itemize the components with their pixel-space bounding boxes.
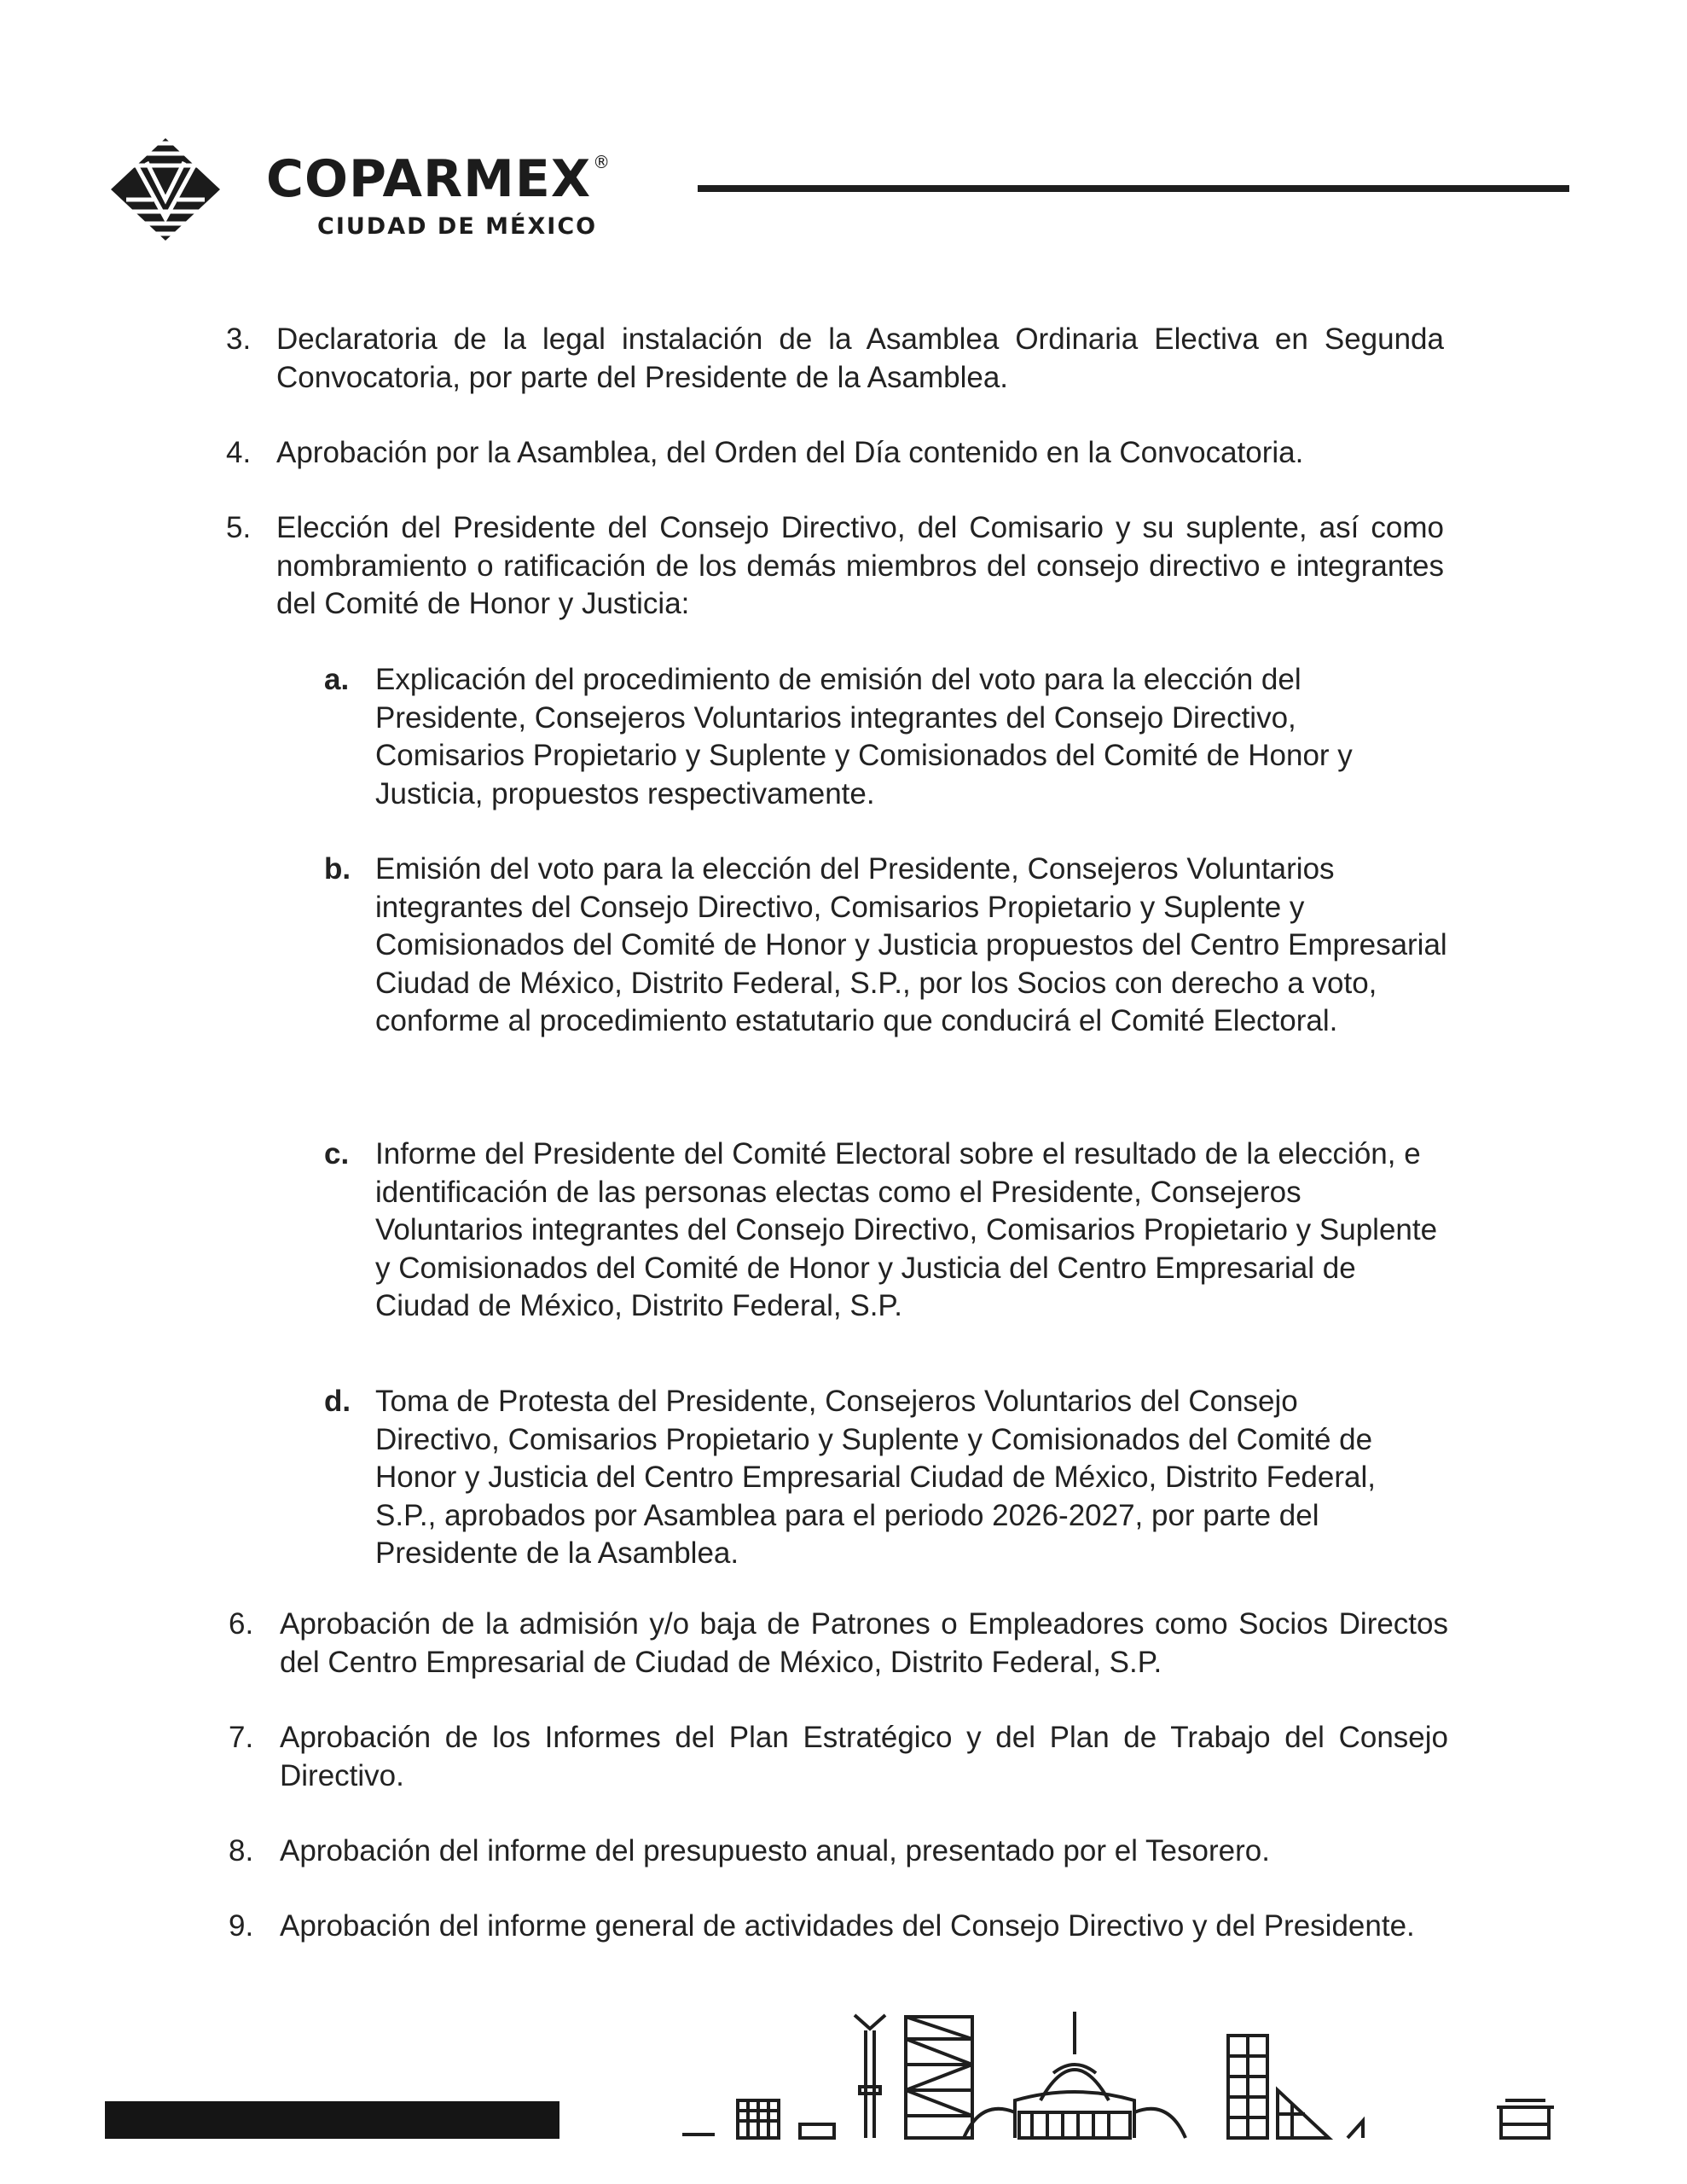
sub-item-letter: c. <box>324 1137 350 1170</box>
brand-name: COPARMEX ® <box>266 149 612 209</box>
sub-item-letter: d. <box>324 1385 351 1418</box>
coparmex-logo-icon <box>109 136 222 242</box>
brand-subtitle: CIUDAD DE MÉXICO <box>317 213 598 240</box>
item-number: 3. <box>226 322 252 356</box>
sub-item-text: Informe del Presidente del Comité Electoral sobre el resultado de la elección, e identificación de las personas electas como el Presidente, Consejeros Voluntarios integrantes del Consejo Directivo, Comisarios Propietario y Suplente y Comisionados del Comité de Honor y Justicia del Centro Empresarial de Ciudad de México, Distrito Federal, S.P. <box>375 1137 1438 1322</box>
item-text: Aprobación de la admisión y/o baja de Patrones o Empleadores como Socios Directos del Centro Empresarial de Ciudad de México, Distrito Federal, S.P. <box>280 1607 1448 1679</box>
item-number: 6. <box>229 1607 254 1641</box>
item-number: 9. <box>229 1909 254 1943</box>
item-text: Declaratoria de la legal instalación de la Asamblea Ordinaria Electiva en Segunda Convocatoria, por parte del Presidente de la Asamblea. <box>276 322 1444 394</box>
item-number: 8. <box>229 1834 254 1867</box>
sub-item-text: Toma de Protesta del Presidente, Consejeros Voluntarios del Consejo Directivo, Comisarios Propietario y Suplente y Comisionados del Comité de Honor y Justicia del Centro Empresarial Ciudad de México, Distrito Federal, S.P., aprobados por Asamblea para el periodo 2026-2027, por parte del Presidente de la Asamblea. <box>375 1385 1376 1570</box>
sub-item-text: Emisión del voto para la elección del Presidente, Consejeros Voluntarios integrantes del Consejo Directivo, Comisarios Propietario y Suplente y Comisionados del Comité de Honor y Justicia propuestos del Centro Empresarial Ciudad de México, Distrito Federal, S.P., por los Socios con derecho a voto, conforme al procedimiento estatutario que conducirá el Comité Electoral. <box>375 852 1447 1037</box>
city-skyline-icon <box>674 2005 1569 2146</box>
item-number: 4. <box>226 436 252 469</box>
footer-bar <box>105 2101 559 2139</box>
sub-item-letter: a. <box>324 663 350 696</box>
sub-item-letter: b. <box>324 852 351 886</box>
item-text: Aprobación del informe general de actividades del Consejo Directivo y del Presidente. <box>280 1909 1415 1943</box>
item-text: Aprobación por la Asamblea, del Orden del Día contenido en la Convocatoria. <box>276 436 1304 469</box>
item-number: 7. <box>229 1721 254 1754</box>
header-rule <box>698 185 1569 192</box>
sub-item-text: Explicación del procedimiento de emisión del voto para la elección del Presidente, Consejeros Voluntarios integrantes del Consejo Directivo, Comisarios Propietario y Suplente y Comisionados del Comité de Honor y Justicia, propuestos respectivamente. <box>375 663 1353 810</box>
item-text: Elección del Presidente del Consejo Directivo, del Comisario y su suplente, así como nombramiento o ratificación de los demás miembros del consejo directivo e integrantes del Comité de Honor y Justicia: <box>276 511 1444 620</box>
item-text: Aprobación del informe del presupuesto anual, presentado por el Tesorero. <box>280 1834 1270 1867</box>
item-number: 5. <box>226 511 252 544</box>
item-text: Aprobación de los Informes del Plan Estratégico y del Plan de Trabajo del Consejo Directivo. <box>280 1721 1448 1792</box>
